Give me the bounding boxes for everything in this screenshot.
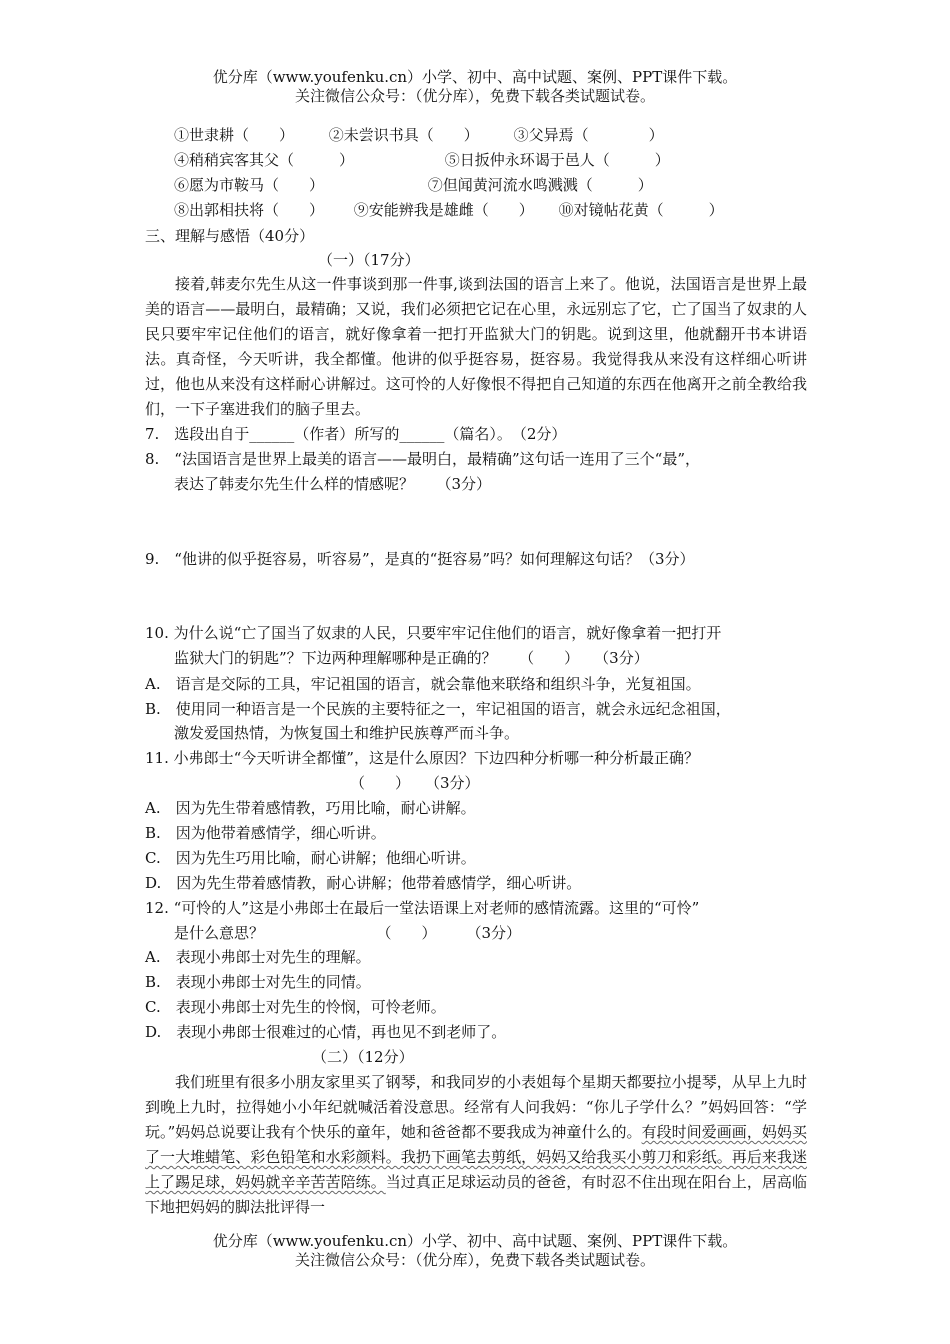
vocab-item: ②未尝识书具（ ）: [328, 126, 479, 144]
option-12-d: D. 表现小弗郎士很难过的心情，再也见不到老师了。: [145, 1023, 507, 1041]
footer-line-1: 优分库（www.youfenku.cn）小学、初中、高中试题、案例、PPT课件下载。: [212, 1232, 738, 1250]
vocab-item: ⑨安能辨我是雄雌（ ）: [353, 201, 534, 219]
vocab-item: ③父异焉（ ）: [513, 126, 664, 144]
passage-2-underlined: 有段时间爱画画，妈妈买了一大堆蜡笔、彩色铅笔和水彩颜料。我扔下画笔去剪纸，妈妈又给我买小剪刀和彩纸。再后来我迷上了踢足球，妈妈就辛辛苦苦陪练。: [145, 1123, 807, 1191]
option-10-b-cont: 激发爱国热情，为恢复国土和维护民族尊严而斗争。: [174, 724, 520, 742]
vocab-item: ⑦但闻黄河流水鸣溅溅（ ）: [427, 176, 653, 194]
option-10-a: A. 语言是交际的工具，牢记祖国的语言，就会靠他来联络和组织斗争，光复祖国。: [145, 675, 701, 693]
passage-2-text: 我们班里有很多小朋友家里买了钢琴，和我同岁的小表姐每个星期天都要拉小提琴，从早上九时到晚上九时，拉得她小小年纪就喊活着没意思。经常有人问我妈：“你儿子学什么？”妈妈回答：“学玩。”妈妈总说要让我有个快乐的童年，她和爸爸都不要我成为神童什么的。: [145, 1073, 807, 1141]
option-11-a: A. 因为先生带着感情教，巧用比喻，耐心讲解。: [145, 799, 476, 817]
vocab-row-4: [174, 199, 724, 221]
passage-2-text-end: 当过真正足球运动员的爸爸，有时忍不住出现在阳台上，居高临下地把妈妈的脚法批评得一: [145, 1173, 807, 1216]
option-10-b: B. 使用同一种语言是一个民族的主要特征之一，牢记祖国的语言，就会永远纪念祖国，: [145, 700, 731, 718]
footer-line-2: 关注微信公众号：（优分库），免费下载各类试题试卷。: [294, 1251, 655, 1269]
question-8-cont: 表达了韩麦尔先生什么样的情感呢？ （3分）: [174, 475, 492, 493]
question-12: 12. “可怜的人”这是小弗郎士在最后一堂法语课上对老师的感情流露。这里的“可怜”: [145, 899, 700, 917]
question-9: 9. “他讲的似乎挺容易，听容易”，是真的“挺容易”吗？如何理解这句话？（3分）: [145, 550, 695, 568]
header-line-1: 优分库（www.youfenku.cn）小学、初中、高中试题、案例、PPT课件下载。: [212, 68, 738, 86]
header-line-2: 关注微信公众号：（优分库），免费下载各类试题试卷。: [294, 87, 655, 105]
question-7: 7. 选段出自于______（作者）所写的______（篇名）。 （2分）: [145, 425, 567, 443]
page-header: [0, 68, 950, 106]
passage-1: 接着,韩麦尔先生从这一件事谈到那一件事,谈到法国的语言上来了。他说，法国语言是世界上最美的语言——最明白，最精确；又说，我们必须把它记在心里，永远别忘了它，亡了国当了奴隶的人民只要牢牢记住他们的语言，就好像拿着一把打开监狱大门的钥匙。说到这里，他就翻开书本讲语法。真奇怪，今天听讲，我全都懂。他讲的似乎挺容易，挺容易。我觉得我从来没有这样细心听讲过，他也从来没有这样耐心讲解过。这可怜的人好像恨不得把自己知道的东西在他离开之前全教给我们，一下子塞进我们的脑子里去。: [145, 275, 807, 418]
question-8: 8. “法国语言是世界上最美的语言——最明白，最精确”这句话一连用了三个“最”，: [145, 450, 700, 468]
option-12-c: C. 表现小弗郎士对先生的怜悯，可怜老师。: [145, 998, 446, 1016]
vocab-item: ⑧出郭相扶将（ ）: [174, 201, 325, 219]
option-11-b: B. 因为他带着感情学，细心听讲。: [145, 824, 386, 842]
part-2-title: （二）（12分）: [312, 1048, 414, 1066]
option-11-d: D. 因为先生带着感情教，耐心讲解；他带着感情学，细心听讲。: [145, 874, 582, 892]
vocab-item: ①世隶耕（ ）: [174, 126, 295, 144]
vocab-row-3: [174, 174, 653, 196]
vocab-item: ⑤日扳仲永环谒于邑人（ ）: [444, 151, 670, 169]
vocab-row-2: [174, 149, 670, 171]
vocab-item: ④稍稍宾客其父（ ）: [174, 151, 355, 169]
option-11-c: C. 因为先生巧用比喻，耐心讲解；他细心听讲。: [145, 849, 476, 867]
question-11-cont: （ ） （3分）: [350, 774, 480, 792]
question-11: 11. 小弗郎士“今天听讲全都懂”，这是什么原因？下边四种分析哪一种分析最正确？: [145, 749, 699, 767]
vocab-item: ⑥愿为市鞍马（ ）: [174, 176, 325, 194]
question-10: 10. 为什么说“亡了国当了奴隶的人民，只要牢牢记住他们的语言，就好像拿着一把打开: [145, 624, 722, 642]
vocab-row-1: [174, 124, 664, 146]
part-1-title: （一）（17分）: [318, 251, 420, 269]
option-12-a: A. 表现小弗郎士对先生的理解。: [145, 948, 371, 966]
passage-2: [145, 1070, 807, 1220]
question-10-cont: 监狱大门的钥匙”？下边两种理解哪种是正确的？ （ ） （3分）: [174, 649, 649, 667]
section-title: 三、理解与感悟（40分）: [145, 227, 315, 245]
vocab-item: ⑩对镜帖花黄（ ）: [558, 201, 724, 219]
option-12-b: B. 表现小弗郎士对先生的同情。: [145, 973, 371, 991]
question-12-cont: 是什么意思？ （ ） （3分）: [174, 924, 522, 942]
page-footer: [0, 1232, 950, 1270]
